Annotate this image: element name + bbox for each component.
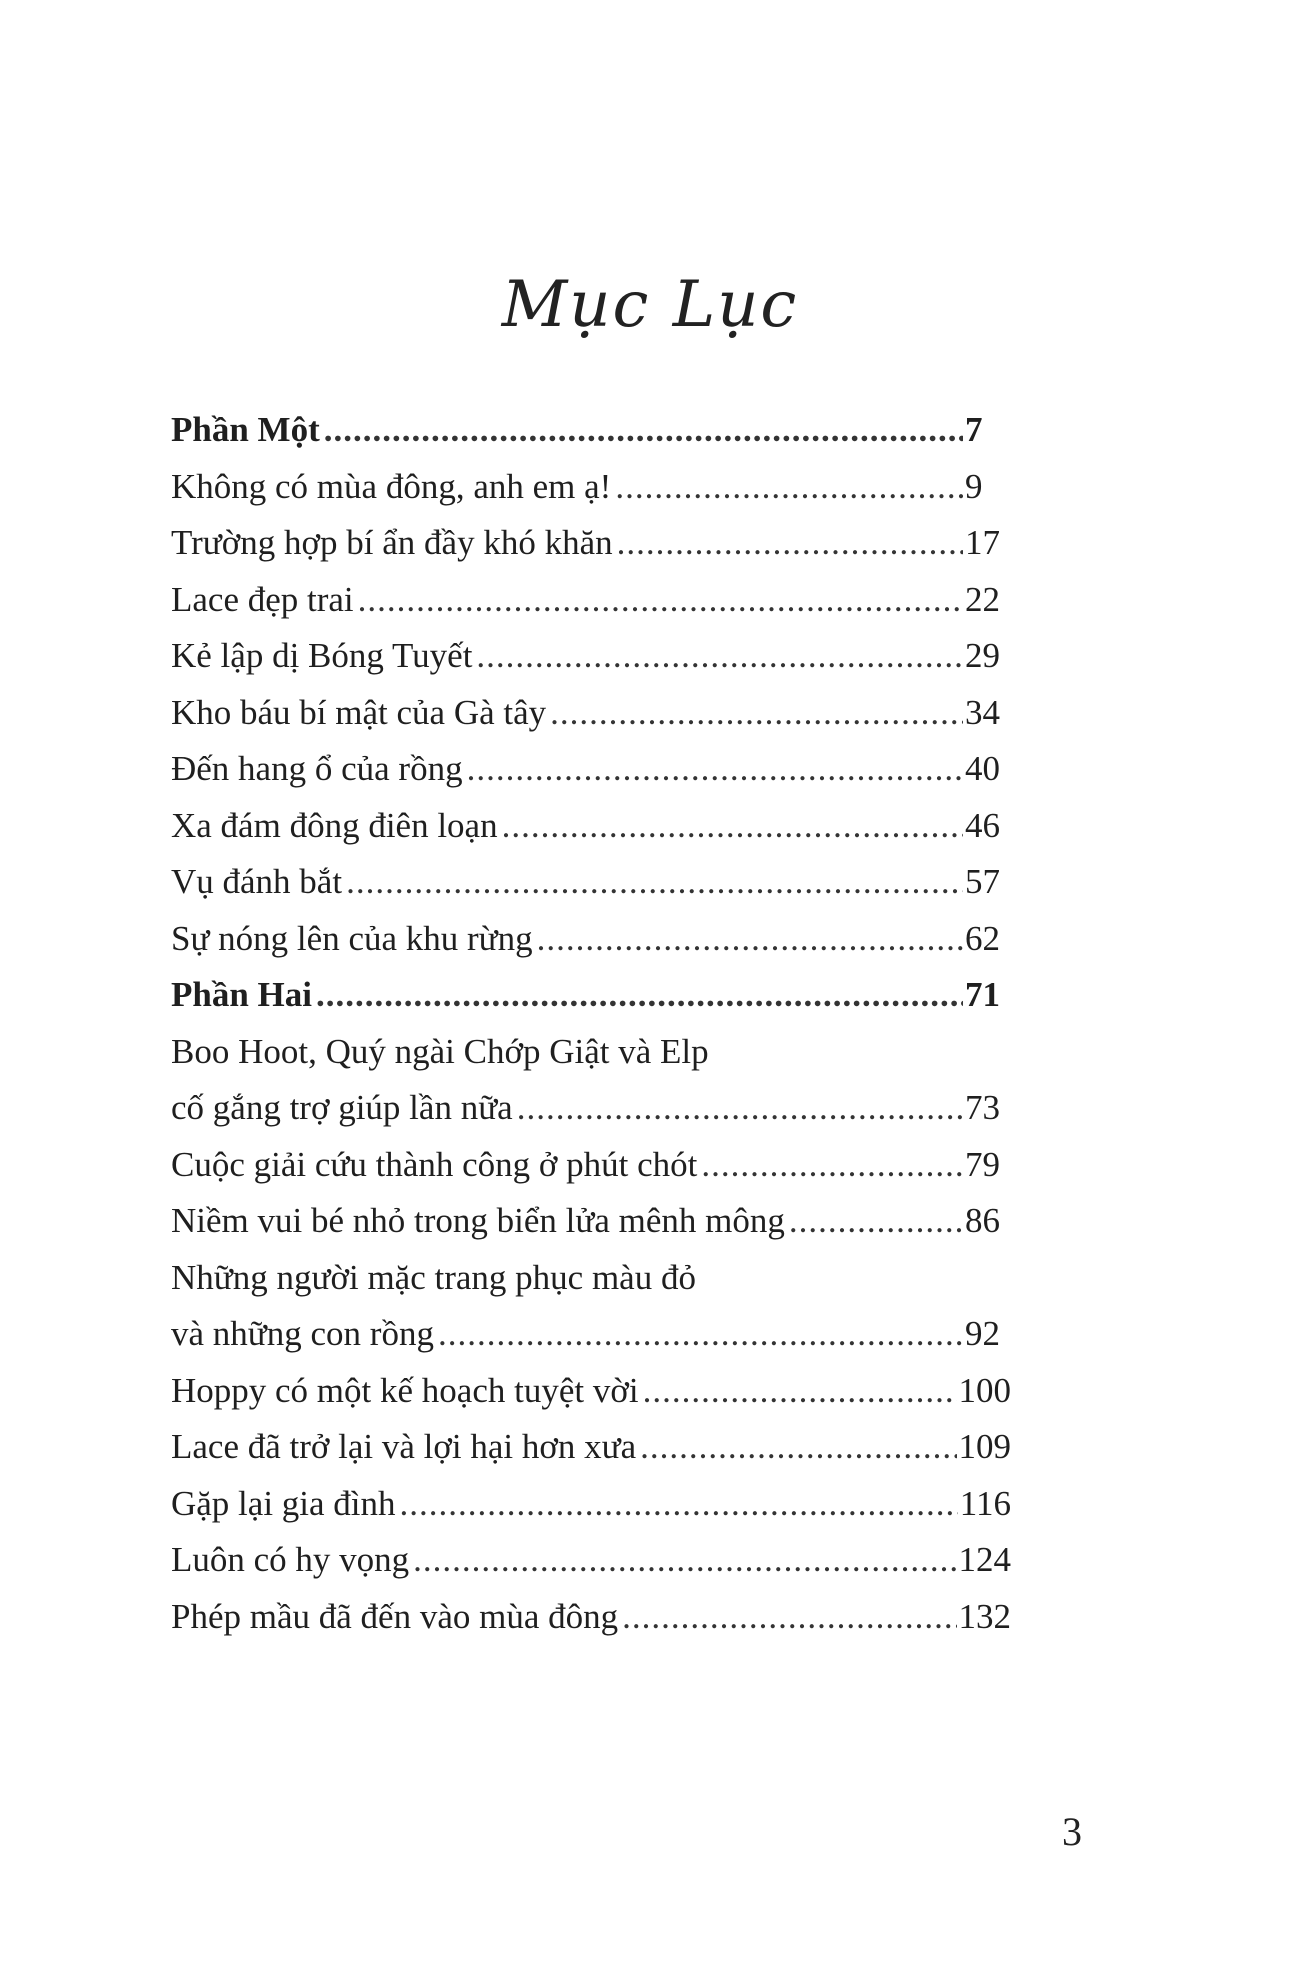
toc-entry-label: Boo Hoot, Quý ngài Chớp Giật và Elp <box>171 1031 709 1071</box>
toc-entry <box>171 685 1011 742</box>
toc-dot-leader <box>615 459 963 516</box>
toc-entry-page: 109 <box>958 1427 1011 1466</box>
toc-dot-leader <box>640 1419 956 1476</box>
toc-entry-label: Phần Hai <box>171 975 313 1014</box>
toc-dot-leader <box>400 1476 958 1533</box>
toc-dot-leader <box>701 1137 963 1194</box>
toc-entry-label: Lace đẹp trai <box>171 579 354 619</box>
toc-entry <box>171 798 1011 855</box>
toc-entry-label: Kho báu bí mật của Gà tây <box>171 692 547 732</box>
toc-entry-label: Xa đám đông điên loạn <box>171 805 498 845</box>
toc-dot-leader <box>413 1532 956 1589</box>
toc-entry <box>171 1363 1011 1420</box>
toc-dot-leader <box>324 402 963 459</box>
toc-entry <box>171 741 1011 798</box>
toc-entry <box>171 515 1011 572</box>
toc-entry-label: Kẻ lập dị Bóng Tuyết <box>171 636 473 675</box>
toc-dot-leader <box>622 1589 956 1646</box>
toc-entry-label: Cuộc giải cứu thành công ở phút chót <box>171 1144 698 1184</box>
toc-entry-label: Hoppy có một kế hoạch tuyệt vời <box>171 1370 639 1410</box>
toc-entry-page: 79 <box>965 1144 1000 1184</box>
toc-entry-label: Không có mùa đông, anh em ạ! <box>171 466 612 506</box>
toc-dot-leader <box>550 685 963 742</box>
toc-entry-page: 34 <box>965 692 1000 732</box>
toc-entry-label: Niềm vui bé nhỏ trong biển lửa mênh mông <box>171 1201 785 1240</box>
toc-entry-page: 29 <box>965 636 1000 675</box>
toc-dot-leader <box>643 1363 957 1420</box>
toc-entry-page: 132 <box>958 1596 1011 1636</box>
toc-dot-leader <box>517 1080 963 1137</box>
table-of-contents <box>171 402 1011 1645</box>
toc-dot-leader <box>438 1306 963 1363</box>
toc-entry <box>171 1137 1011 1194</box>
toc-entry-page: 86 <box>965 1201 1000 1240</box>
toc-entry-page: 7 <box>965 410 983 449</box>
toc-entry-label: Luôn có hy vọng <box>171 1540 410 1579</box>
toc-entry-page: 116 <box>959 1483 1011 1523</box>
toc-entry-page: 100 <box>958 1370 1011 1410</box>
toc-entry <box>171 572 1011 629</box>
toc-entry-page: 92 <box>965 1314 1000 1353</box>
toc-entry-label: Phần Một <box>171 410 320 449</box>
toc-dot-leader <box>617 515 963 572</box>
toc-entry <box>171 1250 1011 1307</box>
toc-entry <box>171 1532 1011 1589</box>
toc-entry-label: Lace đã trở lại và lợi hại hơn xưa <box>171 1427 637 1466</box>
toc-entry-label: Vụ đánh bắt <box>171 862 343 901</box>
toc-entry-page: 17 <box>965 523 1000 562</box>
toc-dot-leader <box>789 1193 963 1250</box>
toc-entry-page: 62 <box>965 918 1000 958</box>
toc-entry-label: Gặp lại gia đình <box>171 1483 396 1523</box>
page-title: Mục Lục <box>501 268 799 342</box>
toc-entry <box>171 459 1011 516</box>
toc-entry-label: Trường hợp bí ẩn đầy khó khăn <box>171 523 613 562</box>
toc-entry <box>171 854 1011 911</box>
toc-entry <box>171 1419 1011 1476</box>
toc-entry <box>171 1193 1011 1250</box>
toc-entry <box>171 911 1011 968</box>
toc-dot-leader <box>346 854 963 911</box>
toc-entry-page: 124 <box>958 1540 1011 1579</box>
toc-dot-leader <box>537 911 963 968</box>
toc-entry-page: 73 <box>965 1088 1000 1127</box>
toc-entry <box>171 1306 1011 1363</box>
toc-entry-page: 40 <box>965 749 1000 788</box>
toc-entry <box>171 1024 1011 1081</box>
toc-entry-label: Phép mầu đã đến vào mùa đông <box>171 1596 619 1636</box>
toc-entry-page: 22 <box>965 579 1000 619</box>
toc-entry-page: 9 <box>965 466 983 506</box>
toc-entry <box>171 1080 1011 1137</box>
toc-part-entry <box>171 967 1011 1024</box>
toc-entry-page: 46 <box>965 805 1000 845</box>
toc-entry <box>171 628 1011 685</box>
toc-entry-label: và những con rồng <box>171 1314 434 1353</box>
toc-dot-leader <box>502 798 963 855</box>
toc-entry-page: 57 <box>965 862 1000 901</box>
page-number: 3 <box>1062 1809 1082 1854</box>
toc-part-entry <box>171 402 1011 459</box>
toc-dot-leader <box>467 741 963 798</box>
toc-entry <box>171 1476 1011 1533</box>
toc-dot-leader <box>476 628 963 685</box>
toc-entry <box>171 1589 1011 1646</box>
toc-entry-page: 71 <box>965 975 1000 1014</box>
toc-dot-leader <box>316 967 963 1024</box>
toc-dot-leader <box>358 572 963 629</box>
toc-entry-label: Những người mặc trang phục màu đỏ <box>171 1257 696 1297</box>
toc-entry-label: Sự nóng lên của khu rừng <box>171 918 533 958</box>
toc-entry-label: cố gắng trợ giúp lần nữa <box>171 1088 513 1127</box>
toc-entry-label: Đến hang ổ của rồng <box>171 749 463 788</box>
